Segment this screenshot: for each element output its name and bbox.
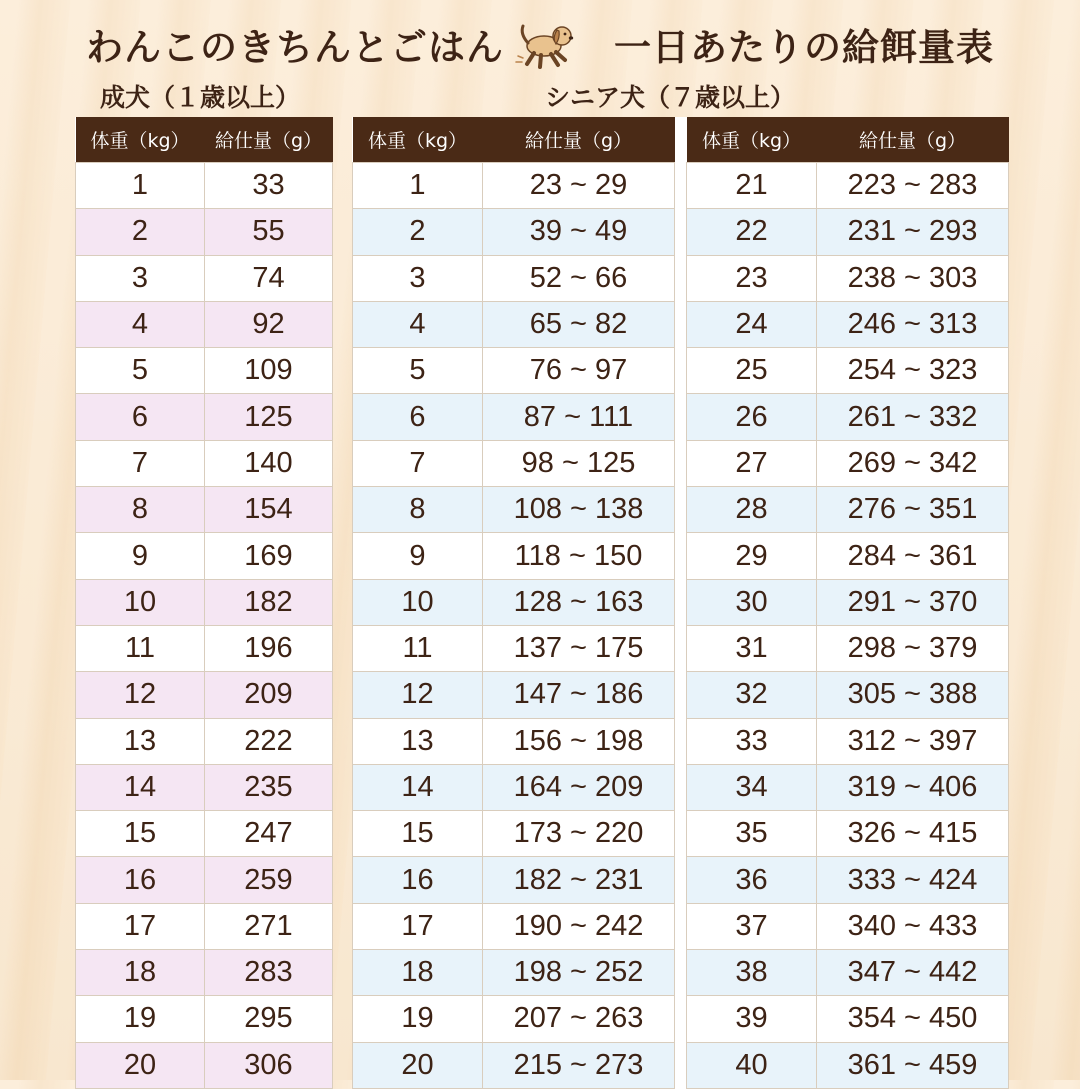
column-gap — [675, 811, 687, 857]
senior-amount-cell: 23 ~ 29 — [483, 163, 675, 209]
senior-amount-cell: 361 ~ 459 — [817, 1042, 1009, 1088]
table-row — [353, 301, 1009, 347]
column-gap — [675, 533, 687, 579]
adult-amount-cell: 92 — [205, 301, 333, 347]
adult-amount-cell: 283 — [205, 950, 333, 996]
senior-weight-cell: 13 — [353, 718, 483, 764]
table-row — [76, 209, 333, 255]
table-row — [353, 1042, 1009, 1088]
senior-weight-cell: 30 — [687, 579, 817, 625]
senior-amount-cell: 39 ~ 49 — [483, 209, 675, 255]
adult-weight-cell: 14 — [76, 764, 205, 810]
table-row — [353, 811, 1009, 857]
senior-header-row — [353, 117, 1009, 163]
adult-amount-cell: 209 — [205, 672, 333, 718]
adult-amount-cell: 55 — [205, 209, 333, 255]
column-gap — [675, 301, 687, 347]
dog-icon — [514, 16, 576, 72]
senior-weight-cell: 26 — [687, 394, 817, 440]
table-row — [353, 163, 1009, 209]
senior-weight-cell: 14 — [353, 764, 483, 810]
table-row — [76, 625, 333, 671]
column-gap — [675, 996, 687, 1042]
senior-weight-cell: 18 — [353, 950, 483, 996]
senior-amount-cell: 98 ~ 125 — [483, 440, 675, 486]
adult-weight-cell: 9 — [76, 533, 205, 579]
table-row — [76, 764, 333, 810]
table-row — [353, 950, 1009, 996]
adult-weight-cell: 10 — [76, 579, 205, 625]
column-gap — [675, 950, 687, 996]
senior-weight-cell: 17 — [353, 903, 483, 949]
table-row — [353, 718, 1009, 764]
table-row — [76, 487, 333, 533]
table-row — [76, 579, 333, 625]
senior-amount-cell: 305 ~ 388 — [817, 672, 1009, 718]
senior-amount-cell: 354 ~ 450 — [817, 996, 1009, 1042]
senior-amount-cell: 190 ~ 242 — [483, 903, 675, 949]
senior-amount-cell: 128 ~ 163 — [483, 579, 675, 625]
senior-weight-cell: 31 — [687, 625, 817, 671]
senior-amount-cell: 223 ~ 283 — [817, 163, 1009, 209]
table-row — [76, 394, 333, 440]
page-title — [0, 14, 1080, 74]
column-gap — [675, 440, 687, 486]
senior-weight-cell: 2 — [353, 209, 483, 255]
adult-weight-cell: 7 — [76, 440, 205, 486]
senior-amount-cell: 156 ~ 198 — [483, 718, 675, 764]
senior-amount-cell: 231 ~ 293 — [817, 209, 1009, 255]
table-row — [353, 487, 1009, 533]
table-row — [76, 163, 333, 209]
adult-amount-cell: 259 — [205, 857, 333, 903]
adult-weight-cell: 11 — [76, 625, 205, 671]
column-gap — [675, 764, 687, 810]
senior-weight-cell: 12 — [353, 672, 483, 718]
senior-weight-cell: 11 — [353, 625, 483, 671]
adult-header-weight: 体重（kg） — [76, 117, 205, 163]
senior-weight-cell: 35 — [687, 811, 817, 857]
table-row — [353, 209, 1009, 255]
table-row — [353, 440, 1009, 486]
senior-header-weight-1: 体重（kg） — [353, 117, 483, 163]
senior-weight-cell: 34 — [687, 764, 817, 810]
table-row — [353, 625, 1009, 671]
senior-amount-cell: 76 ~ 97 — [483, 348, 675, 394]
adult-weight-cell: 3 — [76, 255, 205, 301]
adult-weight-cell: 8 — [76, 487, 205, 533]
table-row — [76, 440, 333, 486]
senior-weight-cell: 8 — [353, 487, 483, 533]
senior-amount-cell: 284 ~ 361 — [817, 533, 1009, 579]
senior-amount-cell: 108 ~ 138 — [483, 487, 675, 533]
adult-amount-cell: 271 — [205, 903, 333, 949]
table-row — [353, 394, 1009, 440]
senior-weight-cell: 27 — [687, 440, 817, 486]
senior-header-amount-1: 給仕量（g） — [483, 117, 675, 163]
senior-amount-cell: 319 ~ 406 — [817, 764, 1009, 810]
table-row — [76, 533, 333, 579]
senior-amount-cell: 326 ~ 415 — [817, 811, 1009, 857]
table-row — [353, 348, 1009, 394]
senior-weight-cell: 10 — [353, 579, 483, 625]
table-row — [76, 672, 333, 718]
adult-weight-cell: 4 — [76, 301, 205, 347]
adult-feeding-table — [75, 117, 333, 1089]
senior-weight-cell: 24 — [687, 301, 817, 347]
adult-header-amount: 給仕量（g） — [205, 117, 333, 163]
senior-amount-cell: 276 ~ 351 — [817, 487, 1009, 533]
senior-amount-cell: 246 ~ 313 — [817, 301, 1009, 347]
table-row — [353, 672, 1009, 718]
adult-amount-cell: 169 — [205, 533, 333, 579]
adult-amount-cell: 295 — [205, 996, 333, 1042]
senior-amount-cell: 173 ~ 220 — [483, 811, 675, 857]
adult-amount-cell: 306 — [205, 1042, 333, 1088]
adult-amount-cell: 222 — [205, 718, 333, 764]
senior-weight-cell: 6 — [353, 394, 483, 440]
column-gap — [675, 163, 687, 209]
senior-amount-cell: 254 ~ 323 — [817, 348, 1009, 394]
adult-weight-cell: 18 — [76, 950, 205, 996]
senior-amount-cell: 87 ~ 111 — [483, 394, 675, 440]
senior-weight-cell: 5 — [353, 348, 483, 394]
table-row — [76, 857, 333, 903]
table-row — [353, 857, 1009, 903]
column-gap — [675, 718, 687, 764]
senior-amount-cell: 312 ~ 397 — [817, 718, 1009, 764]
table-row — [76, 903, 333, 949]
adult-weight-cell: 2 — [76, 209, 205, 255]
senior-weight-cell: 1 — [353, 163, 483, 209]
senior-amount-cell: 137 ~ 175 — [483, 625, 675, 671]
adult-weight-cell: 1 — [76, 163, 205, 209]
senior-weight-cell: 22 — [687, 209, 817, 255]
adult-weight-cell: 13 — [76, 718, 205, 764]
adult-heading: 成犬（１歳以上） — [100, 83, 301, 112]
senior-weight-cell: 15 — [353, 811, 483, 857]
senior-weight-cell: 9 — [353, 533, 483, 579]
table-row — [76, 996, 333, 1042]
adult-weight-cell: 19 — [76, 996, 205, 1042]
column-gap — [675, 117, 687, 163]
column-gap — [675, 255, 687, 301]
senior-amount-cell: 147 ~ 186 — [483, 672, 675, 718]
adult-weight-cell: 20 — [76, 1042, 205, 1088]
senior-weight-cell: 21 — [687, 163, 817, 209]
adult-amount-cell: 196 — [205, 625, 333, 671]
senior-feeding-table — [352, 117, 1009, 1089]
table-row — [76, 255, 333, 301]
column-gap — [675, 1042, 687, 1088]
title-right: 一日あたりの給餌量表 — [614, 26, 994, 69]
adult-amount-cell: 247 — [205, 811, 333, 857]
column-gap — [675, 857, 687, 903]
senior-weight-cell: 29 — [687, 533, 817, 579]
senior-amount-cell: 347 ~ 442 — [817, 950, 1009, 996]
senior-heading: シニア犬（７歳以上） — [545, 83, 796, 112]
adult-weight-cell: 5 — [76, 348, 205, 394]
senior-amount-cell: 340 ~ 433 — [817, 903, 1009, 949]
table-row — [76, 811, 333, 857]
adult-amount-cell: 33 — [205, 163, 333, 209]
table-row — [76, 301, 333, 347]
column-gap — [675, 579, 687, 625]
column-gap — [675, 348, 687, 394]
table-row — [353, 764, 1009, 810]
column-gap — [675, 903, 687, 949]
table-row — [353, 579, 1009, 625]
senior-weight-cell: 38 — [687, 950, 817, 996]
adult-amount-cell: 74 — [205, 255, 333, 301]
column-gap — [675, 487, 687, 533]
adult-weight-cell: 16 — [76, 857, 205, 903]
adult-amount-cell: 154 — [205, 487, 333, 533]
senior-amount-cell: 291 ~ 370 — [817, 579, 1009, 625]
adult-amount-cell: 140 — [205, 440, 333, 486]
table-row — [76, 718, 333, 764]
senior-weight-cell: 4 — [353, 301, 483, 347]
senior-amount-cell: 215 ~ 273 — [483, 1042, 675, 1088]
senior-weight-cell: 40 — [687, 1042, 817, 1088]
senior-weight-cell: 37 — [687, 903, 817, 949]
senior-weight-cell: 16 — [353, 857, 483, 903]
table-row — [353, 255, 1009, 301]
table-row — [76, 348, 333, 394]
senior-amount-cell: 207 ~ 263 — [483, 996, 675, 1042]
adult-weight-cell: 17 — [76, 903, 205, 949]
senior-weight-cell: 19 — [353, 996, 483, 1042]
senior-amount-cell: 298 ~ 379 — [817, 625, 1009, 671]
adult-weight-cell: 6 — [76, 394, 205, 440]
senior-weight-cell: 25 — [687, 348, 817, 394]
adult-amount-cell: 182 — [205, 579, 333, 625]
senior-weight-cell: 23 — [687, 255, 817, 301]
senior-weight-cell: 3 — [353, 255, 483, 301]
senior-weight-cell: 36 — [687, 857, 817, 903]
senior-weight-cell: 20 — [353, 1042, 483, 1088]
senior-amount-cell: 182 ~ 231 — [483, 857, 675, 903]
senior-weight-cell: 33 — [687, 718, 817, 764]
senior-header-amount-2: 給仕量（g） — [817, 117, 1009, 163]
senior-amount-cell: 52 ~ 66 — [483, 255, 675, 301]
adult-amount-cell: 235 — [205, 764, 333, 810]
adult-amount-cell: 125 — [205, 394, 333, 440]
table-row — [353, 533, 1009, 579]
senior-weight-cell: 7 — [353, 440, 483, 486]
column-gap — [675, 209, 687, 255]
adult-weight-cell: 15 — [76, 811, 205, 857]
senior-amount-cell: 164 ~ 209 — [483, 764, 675, 810]
column-gap — [675, 625, 687, 671]
adult-header-row — [76, 117, 333, 163]
senior-weight-cell: 39 — [687, 996, 817, 1042]
senior-amount-cell: 65 ~ 82 — [483, 301, 675, 347]
table-row — [353, 996, 1009, 1042]
adult-weight-cell: 12 — [76, 672, 205, 718]
table-row — [76, 1042, 333, 1088]
table-row — [353, 903, 1009, 949]
senior-amount-cell: 198 ~ 252 — [483, 950, 675, 996]
senior-amount-cell: 333 ~ 424 — [817, 857, 1009, 903]
senior-weight-cell: 32 — [687, 672, 817, 718]
senior-amount-cell: 118 ~ 150 — [483, 533, 675, 579]
adult-amount-cell: 109 — [205, 348, 333, 394]
title-left: わんこのきちんとごはん — [86, 26, 504, 69]
senior-amount-cell: 238 ~ 303 — [817, 255, 1009, 301]
column-gap — [675, 672, 687, 718]
table-row — [76, 950, 333, 996]
senior-header-weight-2: 体重（kg） — [687, 117, 817, 163]
column-gap — [675, 394, 687, 440]
senior-amount-cell: 269 ~ 342 — [817, 440, 1009, 486]
senior-weight-cell: 28 — [687, 487, 817, 533]
senior-amount-cell: 261 ~ 332 — [817, 394, 1009, 440]
